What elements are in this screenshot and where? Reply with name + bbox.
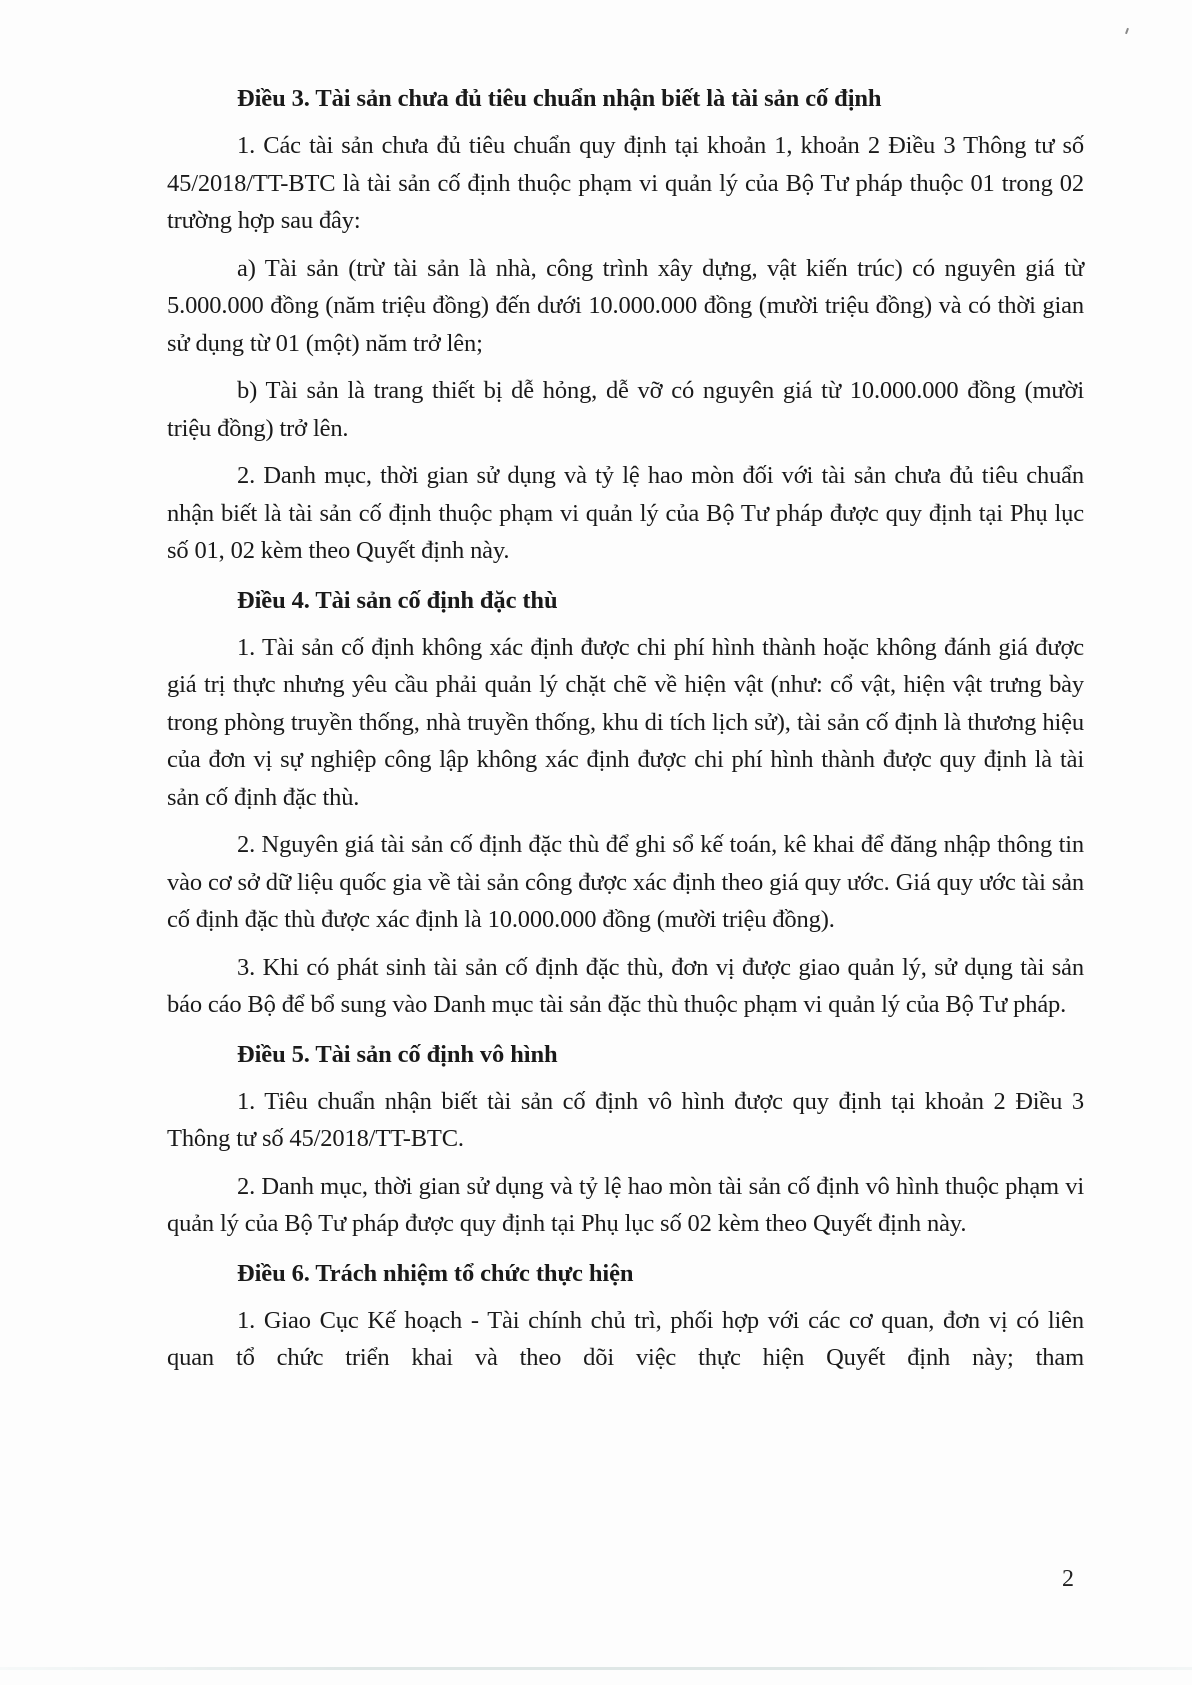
scan-artifact: [1125, 28, 1129, 34]
article-6-heading: Điều 6. Trách nhiệm tổ chức thực hiện: [237, 1259, 634, 1287]
article-5-clause-1: 1. Tiêu chuẩn nhận biết tài sản cố định vô hình được quy định tại khoản 2 Điều 3 Thông tư số 45/2018/TT-BTC.: [167, 1087, 1084, 1152]
article-4-heading: Điều 4. Tài sản cố định đặc thù: [237, 586, 558, 614]
page-bottom-edge: [0, 1667, 1192, 1670]
article-5-heading: Điều 5. Tài sản cố định vô hình: [237, 1040, 558, 1068]
article-5-clause-2: 2. Danh mục, thời gian sử dụng và tỷ lệ hao mòn tài sản cố định vô hình thuộc phạm vi quản lý của Bộ Tư pháp được quy định tại Phụ lục số 02 kèm theo Quyết định này.: [167, 1172, 1084, 1237]
article-4-clause-3: 3. Khi có phát sinh tài sản cố định đặc thù, đơn vị được giao quản lý, sử dụng tài sản báo cáo Bộ để bổ sung vào Danh mục tài sản đặc thù thuộc phạm vi quản lý của Bộ Tư pháp.: [167, 953, 1084, 1018]
document-body: [167, 80, 1084, 1377]
article-3-clause-2: 2. Danh mục, thời gian sử dụng và tỷ lệ hao mòn đối với tài sản chưa đủ tiêu chuẩn nhận biết là tài sản cố định thuộc phạm vi quản lý của Bộ Tư pháp được quy định tại Phụ lục số 01, 02 kèm theo Quyết định này.: [167, 462, 1084, 564]
article-4-clause-1: 1. Tài sản cố định không xác định được chi phí hình thành hoặc không đánh giá được giá trị thực nhưng yêu cầu phải quản lý chặt chẽ về hiện vật (như: cổ vật, hiện vật trưng bày trong phòng truyền thống, nhà truyền thống, khu di tích lịch sử), tài sản cố định là thương hiệu của đơn vị sự nghiệp công lập không xác định được chi phí hình thành được quy định là tài sản cố định đặc thù.: [167, 633, 1084, 811]
article-6-clause-1: 1. Giao Cục Kế hoạch - Tài chính chủ trì, phối hợp với các cơ quan, đơn vị có liên quan tổ chức triển khai và theo dõi việc thực hiện Quyết định này; tham: [167, 1306, 1084, 1371]
article-4-clause-2: 2. Nguyên giá tài sản cố định đặc thù để ghi sổ kế toán, kê khai để đăng nhập thông tin vào cơ sở dữ liệu quốc gia về tài sản công được xác định theo giá quy ước. Giá quy ước tài sản cố định đặc thù được xác định là 10.000.000 đồng (mười triệu đồng).: [167, 831, 1084, 933]
article-3-clause-1b: b) Tài sản là trang thiết bị dễ hỏng, dễ vỡ có nguyên giá từ 10.000.000 đồng (mười triệu đồng) trở lên.: [167, 377, 1084, 442]
page-number: 2: [1062, 1566, 1074, 1592]
article-3-heading: Điều 3. Tài sản chưa đủ tiêu chuẩn nhận biết là tài sản cố định: [237, 85, 882, 112]
article-3-clause-1a: a) Tài sản (trừ tài sản là nhà, công trình xây dựng, vật kiến trúc) có nguyên giá từ 5.000.000 đồng (năm triệu đồng) đến dưới 10.000.000 đồng (mười triệu đồng) và có thời gian sử dụng từ 01 (một) năm trở lên;: [167, 254, 1084, 357]
article-3-clause-1: 1. Các tài sản chưa đủ tiêu chuẩn quy định tại khoản 1, khoản 2 Điều 3 Thông tư số 45/2018/TT-BTC là tài sản cố định thuộc phạm vi quản lý của Bộ Tư pháp thuộc 01 trong 02 trường hợp sau đây:: [167, 132, 1084, 234]
